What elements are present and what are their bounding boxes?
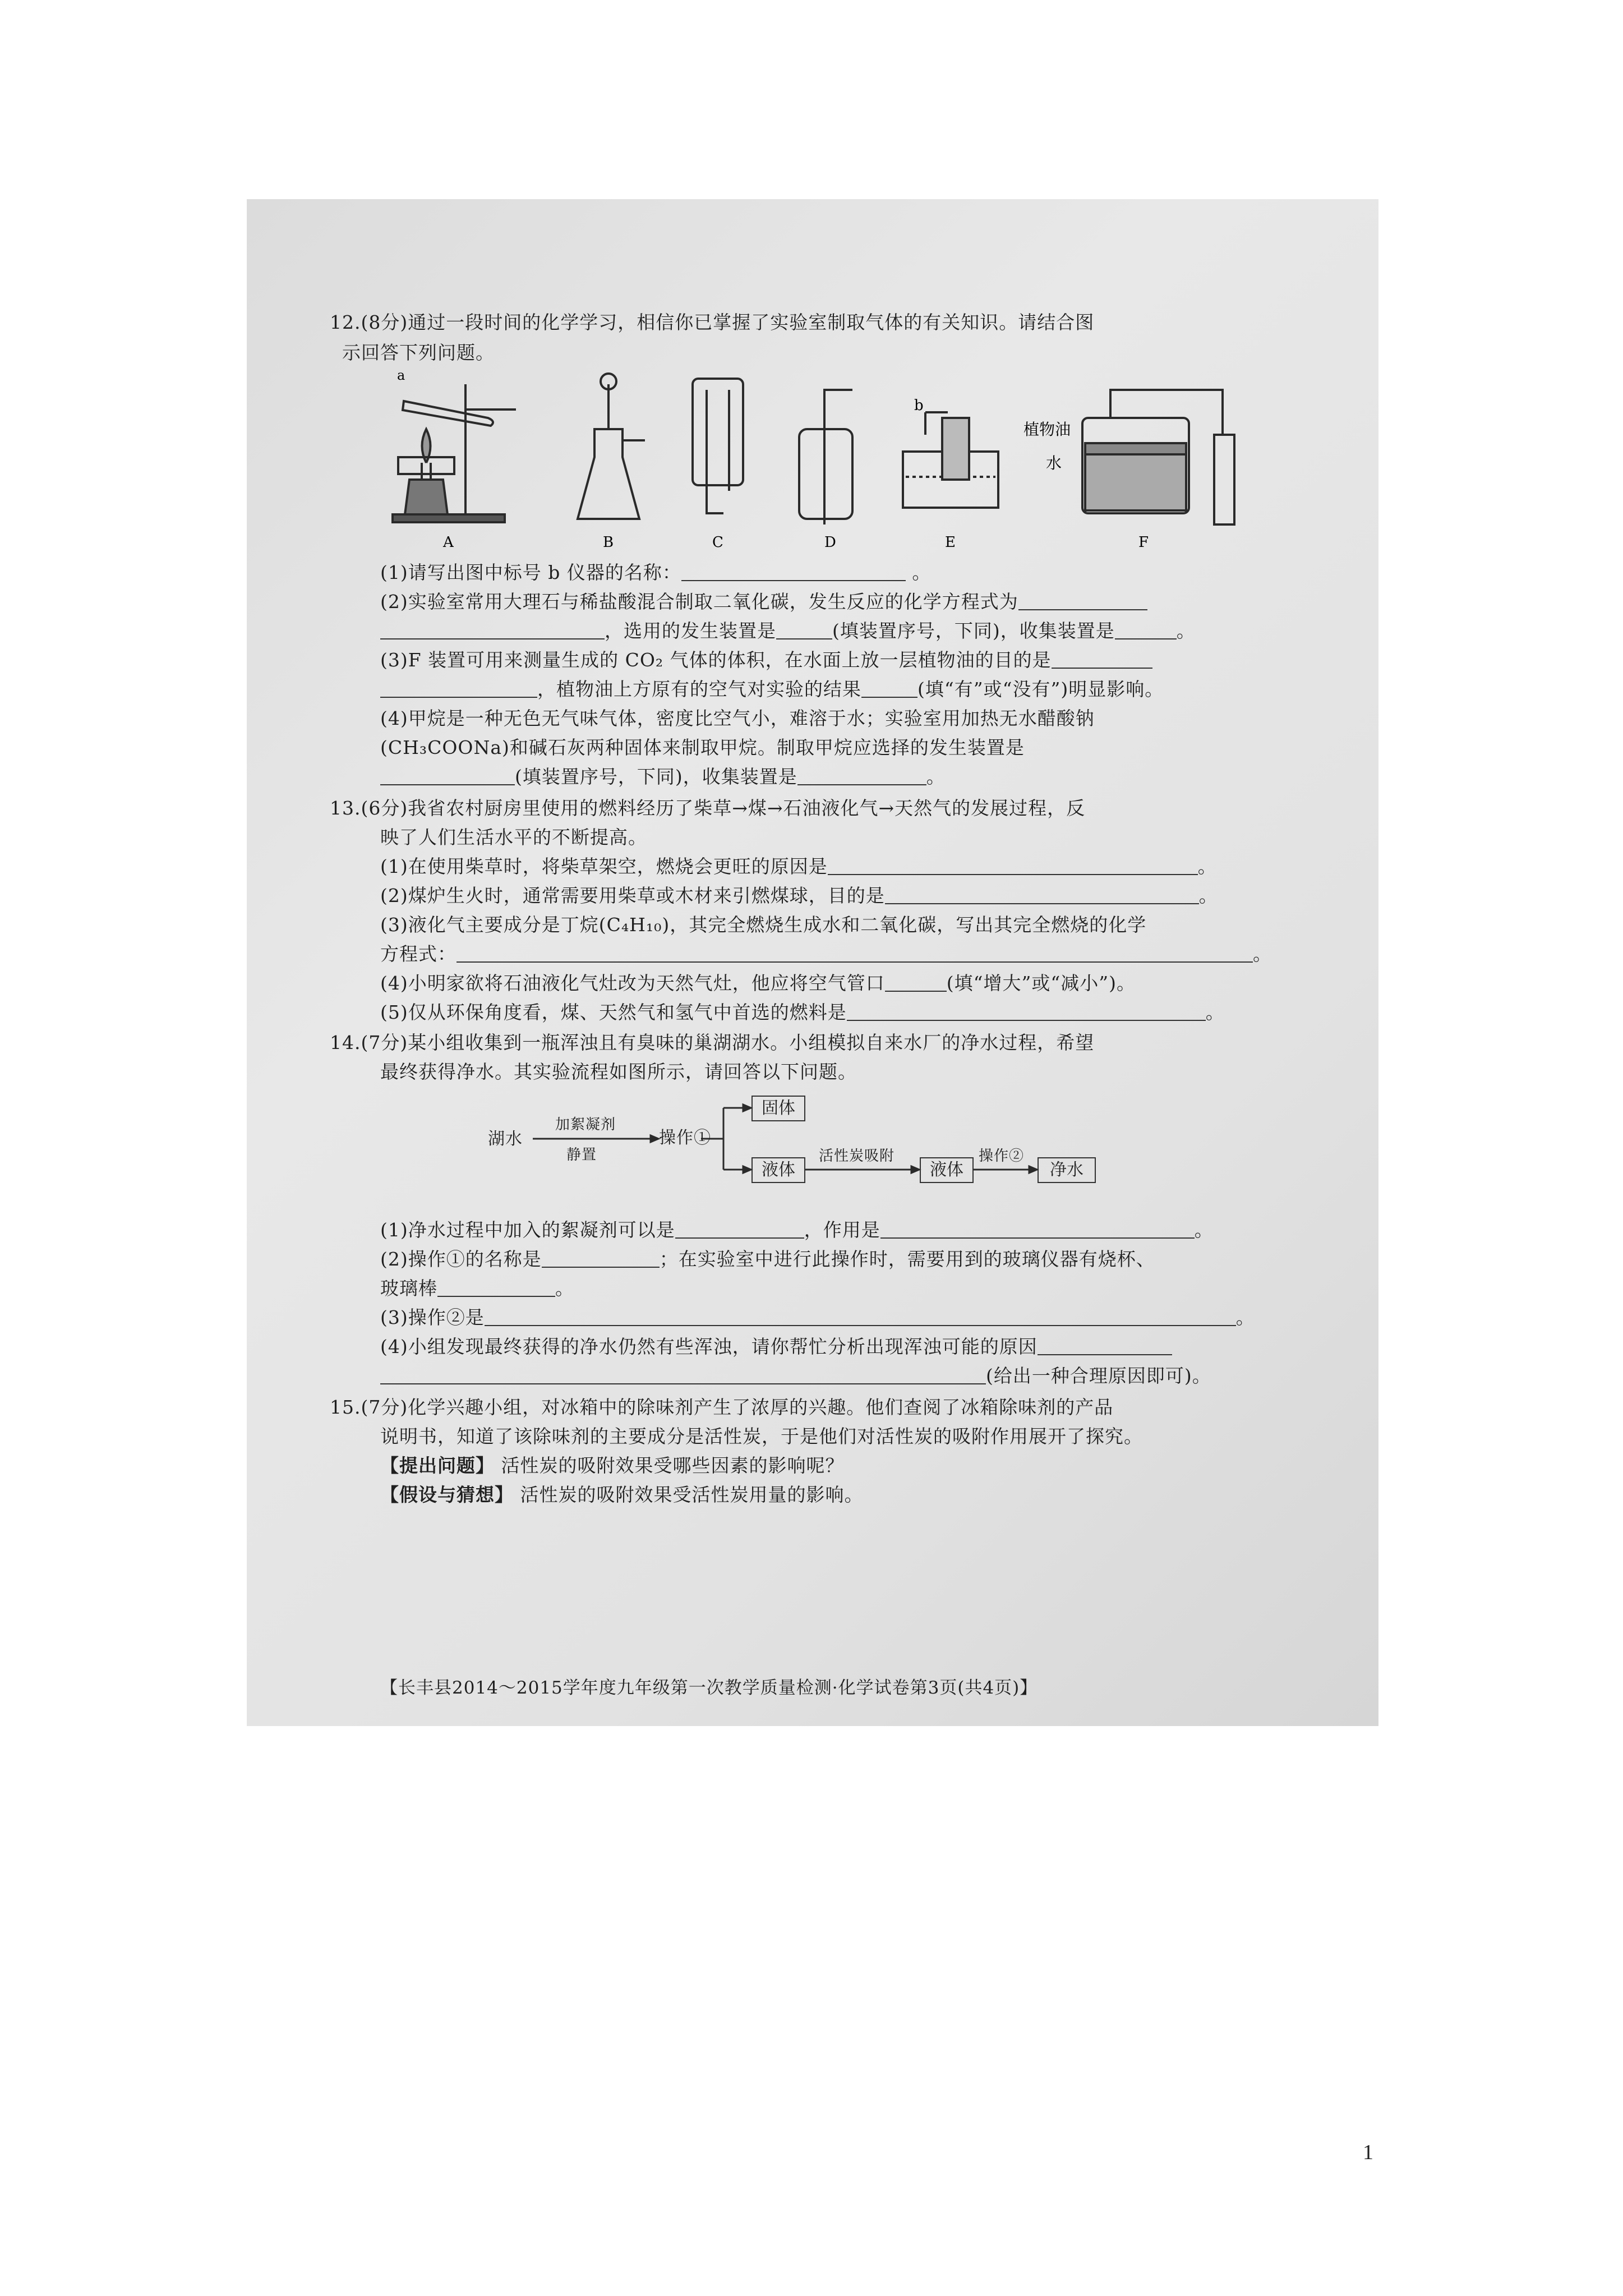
- q14-intro-line2: 最终获得净水。其实验流程如图所示，请回答以下问题。: [380, 1061, 857, 1083]
- flow-liquid1: 液体: [751, 1157, 805, 1183]
- apparatus-c: [693, 379, 743, 513]
- flow-start: 湖水: [488, 1129, 523, 1149]
- q14-s3: (3)操作②是 。: [380, 1306, 1255, 1328]
- q13-s3a: (3)液化气主要成分是丁烷(C₄H₁₀)，其完全燃烧生成水和二氧化碳，写出其完全燃烧的化学: [380, 914, 1147, 936]
- apparatus-label-e: E: [945, 534, 956, 551]
- q13-s5: (5)仅从环保角度看，煤、天然气和氢气中首选的燃料是 。: [380, 1001, 1225, 1023]
- flow-op1: 操作①: [659, 1128, 711, 1148]
- q12-s2a: (2)实验室常用大理石与稀盐酸混合制取二氧化碳，发生反应的化学方程式为: [380, 591, 1147, 613]
- q12-s4b: (CH₃COONa)和碱石灰两种固体来制取甲烷。制取甲烷应选择的发生装置是: [380, 737, 1025, 758]
- purification-flowchart: [488, 1091, 1161, 1203]
- q12-s4a: (4)甲烷是一种无色无气味气体，密度比空气小，难溶于水；实验室用加热无水醋酸钠: [380, 707, 1095, 729]
- q13-s3b: 方程式： 。: [380, 943, 1272, 965]
- q14-s2c: 玻璃棒 。: [380, 1277, 574, 1299]
- q15-intro-line1: 15.(7分)化学兴趣小组，对冰箱中的除味剂产生了浓厚的兴趣。他们查阅了冰箱除味剂的产品: [330, 1396, 1114, 1418]
- label-a: a: [397, 367, 405, 383]
- apparatus-label-f: F: [1138, 534, 1149, 551]
- q12-s3b: ，植物油上方原有的空气对实验的结果 (填“有”或“没有”)明显影响。: [380, 678, 1164, 701]
- q12-intro-line1: 12.(8分)通过一段时间的化学学习，相信你已掌握了实验室制取气体的有关知识。请结合图: [330, 311, 1095, 333]
- q12-intro-line2: 示回答下列问题。: [342, 342, 495, 364]
- q15-guess: 【假设与猜想】 活性炭的吸附效果受活性炭用量的影响。: [380, 1484, 864, 1506]
- q15-intro-line2: 说明书，知道了该除味剂的主要成分是活性炭，于是他们对活性炭的吸附作用展开了探究。: [380, 1425, 1143, 1447]
- oil-label: 植物油: [1023, 420, 1071, 439]
- q13-intro-line2: 映了人们生活水平的不断提高。: [380, 826, 647, 848]
- apparatus-label-a: A: [443, 534, 454, 551]
- flow-solid: 固体: [751, 1096, 805, 1121]
- q13-s1: (1)在使用柴草时，将柴草架空，燃烧会更旺的原因是 。: [380, 855, 1217, 877]
- flow-step1-top: 加絮凝剂: [555, 1116, 616, 1133]
- flow-op2: 操作②: [979, 1148, 1025, 1165]
- scanned-exam-page: [247, 199, 1378, 1726]
- apparatus-b: [578, 374, 645, 519]
- q12-s4c: (填装置序号，下同)，收集装置是 。: [380, 766, 946, 788]
- apparatus-f: [1082, 390, 1234, 524]
- q12-s1: (1)请写出图中标号 b 仪器的名称： 。: [380, 562, 932, 583]
- q13-s4: (4)小明家欲将石油液化气灶改为天然气灶，他应将空气管口 (填“增大”或“减小”)。: [380, 972, 1136, 994]
- flow-liquid2: 液体: [920, 1157, 974, 1183]
- water-label: 水: [1046, 454, 1062, 472]
- flow-end: 净水: [1038, 1157, 1096, 1183]
- apparatus-diagram: [387, 367, 1368, 553]
- q14-s1: (1)净水过程中加入的絮凝剂可以是 ，作用是 。: [380, 1219, 1214, 1241]
- apparatus-label-b: B: [603, 534, 614, 551]
- apparatus-label-d: D: [824, 534, 836, 551]
- page-footer: 【长丰县2014～2015学年度九年级第一次教学质量检测·化学试卷第3页(共4页)】: [380, 1678, 1038, 1698]
- q14-s2: (2)操作①的名称是 ；在实验室中进行此操作时，需要用到的玻璃仪器有烧杯、: [380, 1248, 1155, 1270]
- apparatus-a: [393, 384, 516, 522]
- q14-intro-line1: 14.(7分)某小组收集到一瓶浑浊且有臭味的巢湖湖水。小组模拟自来水厂的净水过程，希望: [330, 1032, 1095, 1053]
- q12-s3a: (3)F 装置可用来测量生成的 CO₂ 气体的体积，在水面上放一层植物油的目的是: [380, 649, 1152, 671]
- q15-ask: 【提出问题】 活性炭的吸附效果受哪些因素的影响呢？: [380, 1455, 845, 1476]
- flow-step1-bottom: 静置: [566, 1147, 597, 1163]
- flow-adsorb: 活性炭吸附: [819, 1148, 895, 1165]
- apparatus-label-c: C: [712, 534, 723, 551]
- apparatus-e: [903, 412, 998, 508]
- apparatus-d: [799, 390, 852, 524]
- q14-s4a: (4)小组发现最终获得的净水仍然有些浑浊，请你帮忙分析出现浑浊可能的原因: [380, 1336, 1172, 1358]
- page-number: 1: [1363, 2141, 1373, 2164]
- q14-s4b: (给出一种合理原因即可)。: [380, 1365, 1211, 1387]
- label-b: b: [914, 397, 924, 414]
- q13-intro-line1: 13.(6分)我省农村厨房里使用的燃料经历了柴草→煤→石油液化气→天然气的发展过程，反: [330, 797, 1086, 819]
- q13-s2: (2)煤炉生火时，通常需要用柴草或木材来引燃煤球，目的是 。: [380, 885, 1218, 907]
- q12-s2b: ，选用的发生装置是 (填装置序号，下同)，收集装置是 。: [380, 620, 1196, 642]
